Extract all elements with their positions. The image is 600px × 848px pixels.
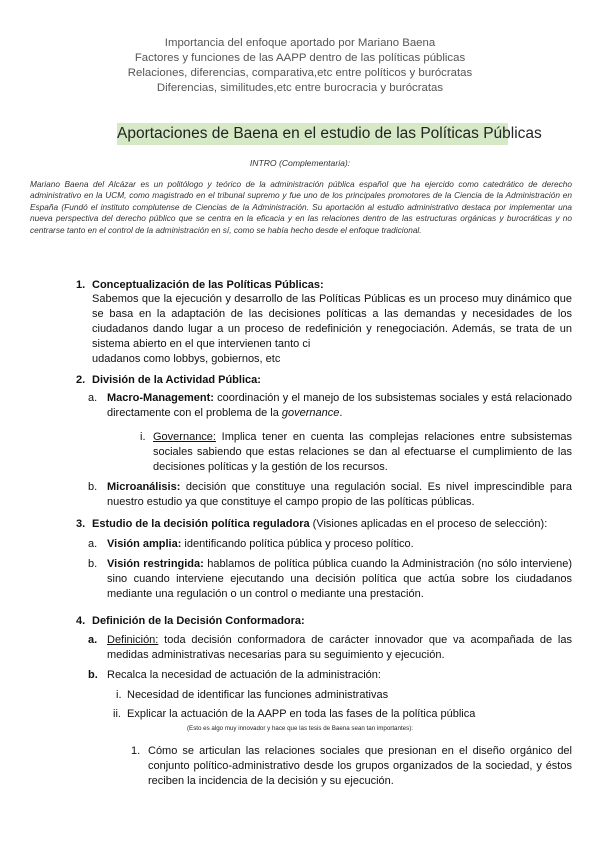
- vision-restringida-term: Visión restringida:: [107, 558, 204, 570]
- header-line-3: Relaciones, diferencias, comparativa,etc entre políticos y burócratas: [127, 67, 473, 79]
- governance-text: Implica tener en cuenta las complejas relaciones entre subsistemas sociales sabiendo que estas relaciones se dan al efectuarse el cumplimiento de las decisiones políticas y la gestión de los recursos.: [153, 431, 572, 473]
- vision-amplia-term: Visión amplia:: [107, 538, 182, 550]
- section-1-heading: Conceptualización de las Políticas Públicas:: [92, 279, 324, 291]
- macro-management-term: Macro-Management:: [107, 392, 214, 404]
- definicion-term: Definición:: [107, 634, 159, 646]
- section-2-a-marker: a.: [88, 392, 98, 404]
- section-3-b-item: [107, 557, 572, 602]
- macro-management-end: .: [339, 407, 343, 419]
- macro-management-text: coordinación y el manejo de los subsistemas sociales y está relacionado directamente con el problema de la: [107, 392, 572, 419]
- section-3-a-item: [107, 537, 414, 552]
- section-2-number: 2.: [76, 374, 86, 386]
- section-4-b-text: Recalca la necesidad de actuación de la administración:: [107, 669, 381, 681]
- section-1-body: Sabemos que la ejecución y desarrollo de las Políticas Públicas es un proceso muy dinámico que se basa en la adaptación de las decisiones políticas a las demandas y necesidades de los ciudadanos dando lugar a un proceso de redefinición y renegociación. Además, se trata de un sistema abierto en el que intervienen tanto ci: [92, 293, 572, 350]
- section-1-number: 1.: [76, 279, 86, 291]
- section-4-ii-marker: ii.: [113, 708, 121, 720]
- vision-restringida-text: hablamos de política pública cuando la Administración (no sólo interviene) sino cuando interviene ejecutando una decisión política que actúa sobre los ciudadanos mediante una regulación o un control o mediante una prestación.: [107, 558, 572, 600]
- header-line-1: Importancia del enfoque aportado por Mariano Baena: [164, 37, 436, 49]
- section-2-b-item: [107, 480, 572, 510]
- vision-amplia-text: identificando política pública y proceso político.: [181, 538, 414, 550]
- section-4-a-item: [107, 633, 572, 663]
- section-4-i-marker: i.: [116, 689, 122, 701]
- section-4-a-marker: a.: [88, 634, 98, 646]
- section-2-b-marker: b.: [88, 481, 98, 493]
- section-2-i-marker: i.: [140, 431, 146, 443]
- microanalisis-term: Microanálisis:: [107, 481, 181, 493]
- definicion-text: toda decisión conformadora de carácter innovador que va acompañada de las medidas administrativas necesarias para su seguimiento y ejecución.: [107, 634, 572, 661]
- section-4-ii-text: Explicar la actuación de la AAPP en toda las fases de la política pública: [127, 708, 476, 720]
- section-4-number: 4.: [76, 615, 86, 627]
- section-4-heading: Definición de la Decisión Conformadora:: [92, 615, 305, 627]
- section-3-heading: Estudio de la decisión política reguladora: [92, 518, 310, 530]
- header-line-4: Diferencias, similitudes,etc entre burocracia y burócratas: [156, 82, 444, 94]
- section-4-n1-text: Cómo se articulan las relaciones sociales que presionan en el diseño orgánico del conjunto político-administrativo desde los grupos organizados de la sociedad, y éstos reciben la incidencia de la decisión y su ejecución.: [148, 745, 572, 787]
- section-3-heading-line: [92, 517, 547, 532]
- governance-italic: governance: [281, 407, 340, 419]
- microanalisis-text: decisión que constituye una regulación social. Es nivel imprescindible para nuestro estudio ya que constituye el campo propio de las políticas públicas.: [107, 481, 572, 508]
- section-3-heading-rest: (Visiones aplicadas en el proceso de selección):: [309, 518, 548, 530]
- section-3-a-marker: a.: [88, 538, 98, 550]
- intro-label: INTRO (Complementaria):: [249, 158, 351, 168]
- section-3-b-marker: b.: [88, 558, 98, 570]
- header-line-2: Factores y funciones de las AAPP dentro de las políticas públicas: [134, 52, 466, 64]
- section-2-i-item: [153, 430, 572, 475]
- document-title: Aportaciones de Baena en el estudio de las Políticas Públicas: [117, 123, 508, 145]
- section-4-n1-marker: 1.: [131, 745, 141, 757]
- section-2-heading: División de la Actividad Pública:: [92, 374, 261, 386]
- section-1-body-cont: udadanos como lobbys, gobiernos, etc: [92, 353, 281, 365]
- intro-paragraph: Mariano Baena del Alcázar es un politólogo y teórico de la administración pública español que ha ejercido como catedrático de derecho administrativo en la UCM, como magistrado en el tribunal supremo y fue uno de los principales promotores de la Ciencia de la Administración en España (Fundó el instituto complutense de Ciencias de la Administración. Su aportación al estudio administrativo destaca por implementar una nueva perspectiva del derecho público que se centra en la eficacia y en las relaciones dentro de las estructuras orgánicas y burocráticas y no centrarse tanto en el control de la administración en sí, como se había hecho desde el enfoque tradicional.: [30, 179, 572, 235]
- section-4-b-marker: b.: [88, 669, 98, 681]
- section-2-a-item: [107, 391, 572, 421]
- governance-term: Governance:: [153, 431, 216, 443]
- section-4-ii-note: (Esto es algo muy innovador y hace que las tesis de Baena sean tan importantes):: [187, 725, 413, 732]
- section-3-number: 3.: [76, 518, 86, 530]
- section-4-i-text: Necesidad de identificar las funciones administrativas: [127, 689, 389, 701]
